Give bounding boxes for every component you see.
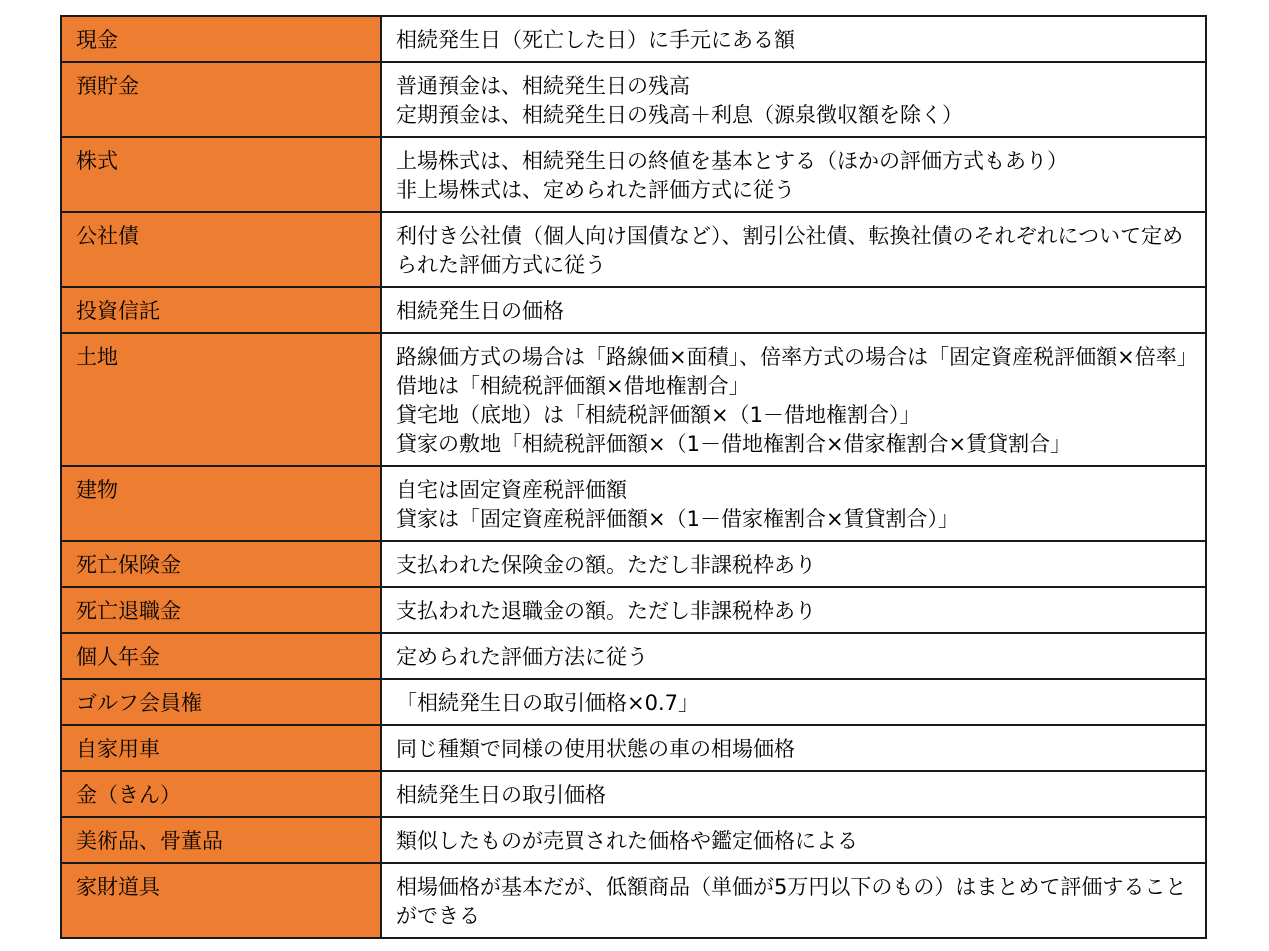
description-line: 支払われた退職金の額。ただし非課税枠あり xyxy=(396,599,816,623)
description-line: 相続発生日（死亡した日）に手元にある額 xyxy=(396,28,795,52)
description-cell xyxy=(381,212,1206,287)
category-cell xyxy=(61,725,381,771)
asset-valuation-table xyxy=(60,15,1207,939)
description-cell xyxy=(381,771,1206,817)
table-row xyxy=(61,725,1206,771)
description-cell xyxy=(381,725,1206,771)
category-cell xyxy=(61,466,381,541)
description-line: 「相続発生日の取引価格×0.7」 xyxy=(396,691,699,715)
category-label: 建物 xyxy=(76,478,118,502)
category-cell xyxy=(61,287,381,333)
category-cell xyxy=(61,541,381,587)
description-cell xyxy=(381,679,1206,725)
category-cell xyxy=(61,771,381,817)
table-row xyxy=(61,863,1206,938)
category-cell xyxy=(61,863,381,938)
category-label: 個人年金 xyxy=(76,645,160,669)
table-row xyxy=(61,771,1206,817)
category-label: 現金 xyxy=(76,28,118,52)
description-cell xyxy=(381,817,1206,863)
description-cell xyxy=(381,333,1206,466)
description-line: 類似したものが売買された価格や鑑定価格による xyxy=(396,829,858,853)
table-row xyxy=(61,333,1206,466)
category-label: 死亡保険金 xyxy=(76,553,181,577)
table-row xyxy=(61,633,1206,679)
category-cell xyxy=(61,587,381,633)
description-line: 貸家の敷地「相続税評価額×（1－借地権割合×借家権割合×賃貸割合」 xyxy=(396,432,1072,456)
description-line: 支払われた保険金の額。ただし非課税枠あり xyxy=(396,553,816,577)
category-label: 株式 xyxy=(76,149,118,173)
category-label: 美術品、骨董品 xyxy=(76,829,223,853)
category-label: ゴルフ会員権 xyxy=(76,691,202,715)
description-line: 普通預金は、相続発生日の残高 xyxy=(396,74,690,98)
table-row xyxy=(61,212,1206,287)
description-line: 同じ種類で同様の使用状態の車の相場価格 xyxy=(396,737,795,761)
table-row xyxy=(61,16,1206,62)
description-cell xyxy=(381,541,1206,587)
description-cell xyxy=(381,587,1206,633)
description-line: 定められた評価方法に従う xyxy=(396,645,648,669)
description-cell xyxy=(381,466,1206,541)
category-label: 公社債 xyxy=(76,224,139,248)
category-label: 自家用車 xyxy=(76,737,160,761)
description-line: 借地は「相続税評価額×借地権割合」 xyxy=(396,374,750,398)
category-label: 土地 xyxy=(76,345,118,369)
description-line: 貸家は「固定資産税評価額×（1－借家権割合×賃貸割合）」 xyxy=(396,507,960,531)
table-row xyxy=(61,466,1206,541)
description-line: 上場株式は、相続発生日の終値を基本とする（ほかの評価方式もあり） xyxy=(396,149,1068,173)
category-label: 家財道具 xyxy=(76,875,160,899)
description-line: 非上場株式は、定められた評価方式に従う xyxy=(396,178,795,202)
description-line: 相続発生日の取引価格 xyxy=(396,783,606,807)
description-cell xyxy=(381,137,1206,212)
category-cell xyxy=(61,633,381,679)
table-row xyxy=(61,62,1206,137)
description-line: 路線価方式の場合は「路線価×面積」、倍率方式の場合は「固定資産税評価額×倍率」 xyxy=(396,345,1198,369)
category-cell xyxy=(61,137,381,212)
table-row xyxy=(61,679,1206,725)
table-row xyxy=(61,587,1206,633)
category-cell xyxy=(61,333,381,466)
description-line: 相続発生日の価格 xyxy=(396,299,564,323)
table-row xyxy=(61,817,1206,863)
table-row xyxy=(61,137,1206,212)
category-cell xyxy=(61,212,381,287)
description-line: 貸宅地（底地）は「相続税評価額×（1－借地権割合）」 xyxy=(396,403,921,427)
description-cell xyxy=(381,863,1206,938)
table-row xyxy=(61,287,1206,333)
category-cell xyxy=(61,817,381,863)
description-line: 利付き公社債（個人向け国債など）、割引公社債、転換社債のそれぞれについて定められた評価方式に従う xyxy=(396,224,1184,277)
category-label: 預貯金 xyxy=(76,74,139,98)
description-line: 定期預金は、相続発生日の残高＋利息（源泉徴収額を除く） xyxy=(396,103,963,127)
category-label: 投資信託 xyxy=(76,299,160,323)
category-label: 死亡退職金 xyxy=(76,599,181,623)
category-label: 金（きん） xyxy=(76,783,181,807)
description-cell xyxy=(381,62,1206,137)
category-cell xyxy=(61,679,381,725)
category-cell xyxy=(61,16,381,62)
description-line: 相場価格が基本だが、低額商品（単価が5万円以下のもの）はまとめて評価することができる xyxy=(396,875,1187,928)
description-line: 自宅は固定資産税評価額 xyxy=(396,478,627,502)
description-cell xyxy=(381,16,1206,62)
category-cell xyxy=(61,62,381,137)
table-row xyxy=(61,541,1206,587)
description-cell xyxy=(381,633,1206,679)
description-cell xyxy=(381,287,1206,333)
